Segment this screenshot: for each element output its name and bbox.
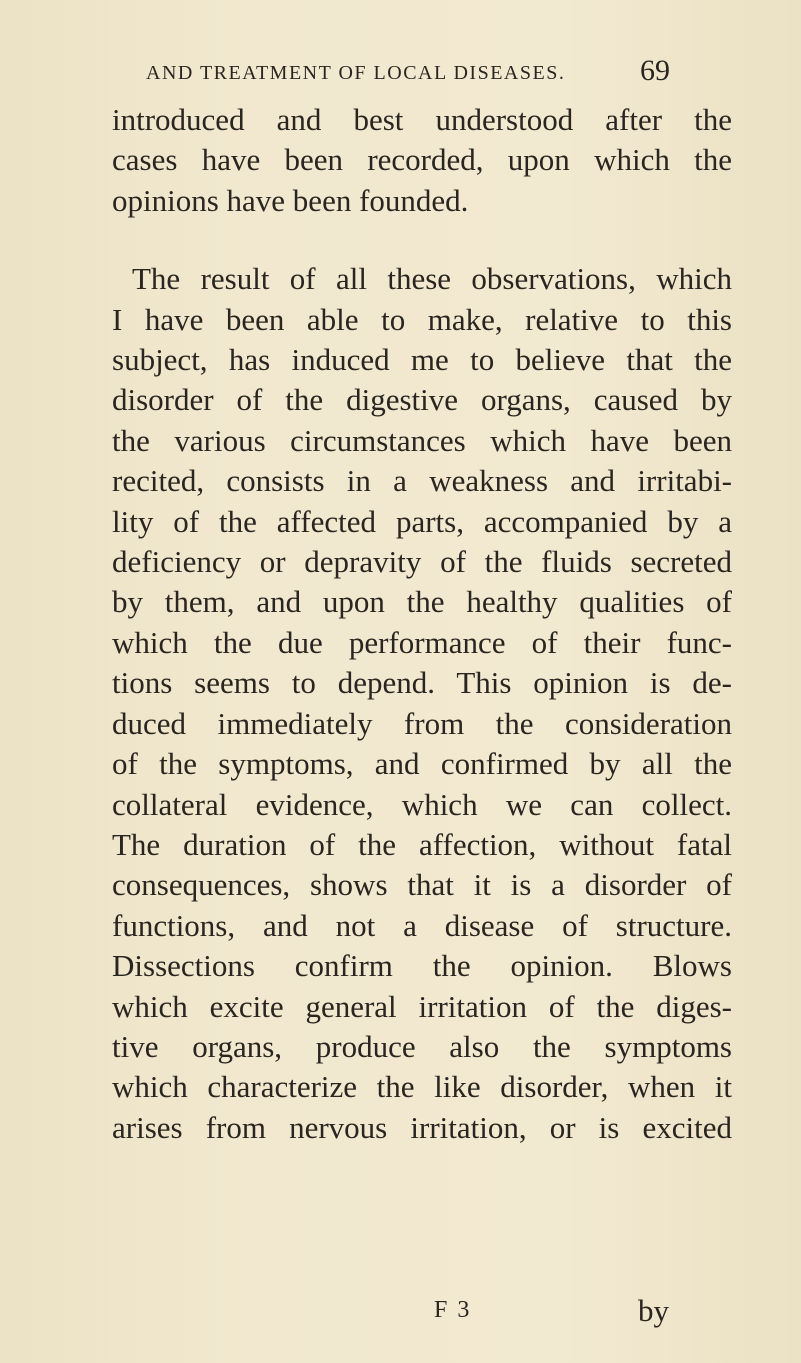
text-line: functions, and not a disease of structure. <box>112 907 732 943</box>
page-number: 69 <box>640 54 670 87</box>
paragraph-2 <box>112 259 732 1148</box>
text-line: I have been able to make, relative to this <box>112 301 732 337</box>
catchword: by <box>638 1293 669 1328</box>
text-line: duced immediately from the consideration <box>112 705 732 741</box>
text-line: deficiency or depravity of the fluids secreted <box>112 544 732 580</box>
text-line: of the symptoms, and confirmed by all the <box>112 746 732 782</box>
text-line: collateral evidence, which we can collect. <box>112 786 732 822</box>
text-line: The result of all these observations, which <box>132 261 732 297</box>
text-line: disorder of the digestive organs, caused by <box>112 382 732 418</box>
text-line: cases have been recorded, upon which the <box>112 142 732 178</box>
text-line: tive organs, produce also the symptoms <box>112 1028 732 1064</box>
running-head-title: AND TREATMENT OF LOCAL DISEASES. <box>146 62 566 84</box>
text-line: arises from nervous irritation, or is excited <box>112 1109 732 1145</box>
text-line: which characterize the like disorder, when it <box>112 1069 732 1105</box>
text-line: by them, and upon the healthy qualities of <box>112 584 732 620</box>
running-head <box>146 56 706 90</box>
signature-mark: F 3 <box>434 1297 472 1323</box>
text-line: which the due performance of their func- <box>112 624 732 660</box>
text-line: the various circumstances which have been <box>112 422 732 458</box>
body-text <box>112 100 732 1148</box>
text-line: The duration of the affection, without fatal <box>112 826 732 862</box>
text-line: tions seems to depend. This opinion is de- <box>112 665 732 701</box>
text-line: consequences, shows that it is a disorder of <box>112 867 732 903</box>
page-footer <box>112 1293 732 1341</box>
text-line: subject, has induced me to believe that the <box>112 342 732 378</box>
text-line: introduced and best understood after the <box>112 102 732 137</box>
text-line: which excite general irritation of the diges- <box>112 988 732 1024</box>
text-line: lity of the affected parts, accompanied by a <box>112 503 732 539</box>
paragraph-1 <box>112 100 732 221</box>
text-line: opinions have been founded. <box>112 182 469 218</box>
text-line: recited, consists in a weakness and irritabi- <box>112 463 732 499</box>
text-line: Dissections confirm the opinion. Blows <box>112 948 732 984</box>
